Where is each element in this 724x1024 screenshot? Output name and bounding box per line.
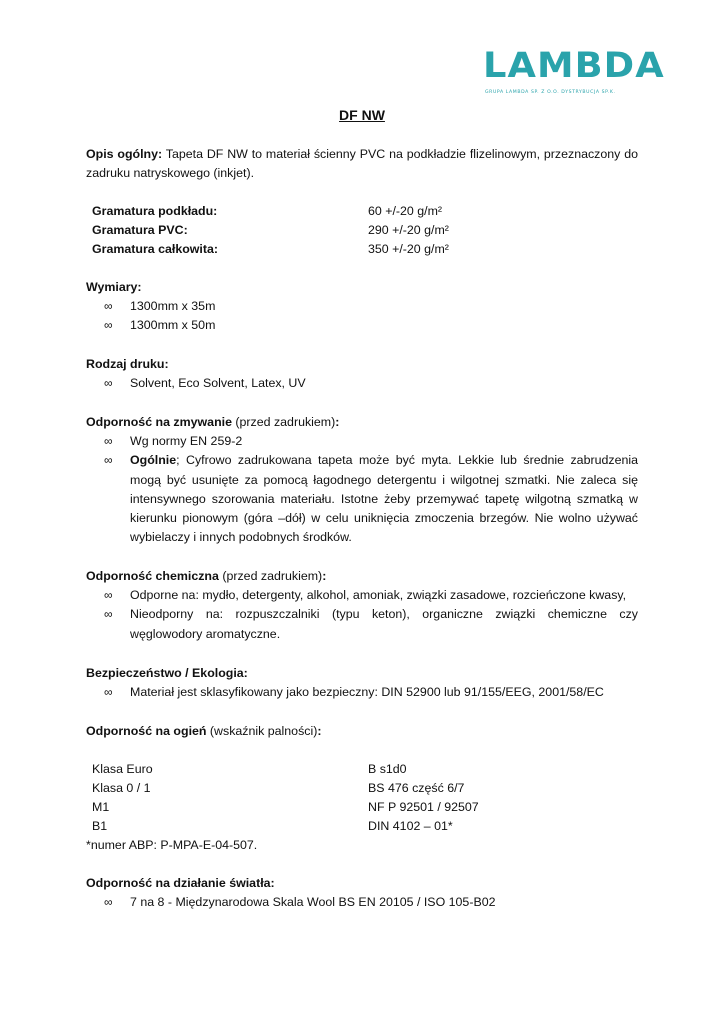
list-item: ∞ Materiał jest sklasyfikowany jako bezpieczny: DIN 52900 lub 91/155/EEG, 2001/58/EC <box>104 683 638 702</box>
description-text: Tapeta DF NW to materiał ścienny PVC na podkładzie flizelinowym, przeznaczony do zadruku natryskowego (inkjet). <box>86 147 638 181</box>
fire-footnote: *numer ABP: P-MPA-E-04-507. <box>86 838 258 852</box>
list-item: ∞ Ogólnie; Cyfrowo zadrukowana tapeta może być myta. Lekkie lub średnie zabrudzenia mogą być usunięte za pomocą łagodnego detergentu i wilgotnej szmatki. Nie zaleca się intensywnego szorowania materiału. Istotne żeby przemywać tapetę wilgotną szmatką w kierunku pionowym (góra –dół) w celu uniknięcia zmoczenia brzegów. Nie wolno używać wybielaczy i innych podobnych środków. <box>104 453 638 545</box>
list-item: ∞ Wg normy EN 259-2 <box>104 432 638 451</box>
spec-value: 290 +/-20 g/m² <box>368 223 449 237</box>
light-list <box>104 893 638 912</box>
spec-row <box>92 202 612 221</box>
fire-heading: Odporność na ogień (wskaźnik palności): <box>86 724 322 738</box>
logo-subtitle: GRUPA LAMBDA SP. Z O.O. DYSTRYBUCJA SP.K. <box>485 90 616 95</box>
spec-row <box>92 221 612 240</box>
infinity-bullet-icon: ∞ <box>104 318 113 333</box>
infinity-bullet-icon: ∞ <box>104 895 113 909</box>
infinity-bullet-icon: ∞ <box>104 299 113 313</box>
spec-value: 60 +/-20 g/m² <box>368 204 443 218</box>
logo-wordmark: LAMBDA <box>483 46 665 86</box>
washing-list <box>104 432 638 548</box>
infinity-bullet-icon: ∞ <box>104 607 113 622</box>
chemical-heading: Odporność chemiczna (przed zadrukiem): <box>86 569 327 583</box>
infinity-bullet-icon: ∞ <box>104 434 113 448</box>
spec-label: Gramatura całkowita: <box>92 242 219 256</box>
infinity-bullet-icon: ∞ <box>104 685 113 699</box>
general-description <box>86 145 638 184</box>
fire-row: Klasa 0 / 1 BS 476 część 6/7 <box>92 781 465 795</box>
washing-heading: Odporność na zmywanie (przed zadrukiem): <box>86 415 340 429</box>
chemical-list <box>104 586 638 644</box>
dimensions-heading: Wymiary: <box>86 280 142 294</box>
spec-label: Gramatura podkładu: <box>92 204 218 218</box>
safety-list <box>104 683 638 702</box>
list-item: ∞ Nieodporny na: rozpuszczalniki (typu keton), organiczne związki chemiczne czy węglowodory aromatyczne. <box>104 607 638 641</box>
infinity-bullet-icon: ∞ <box>104 376 113 390</box>
fire-row: Klasa Euro B s1d0 <box>92 762 407 776</box>
infinity-bullet-icon: ∞ <box>104 453 113 468</box>
safety-heading: Bezpieczeństwo / Ekologia: <box>86 666 248 680</box>
print-type-heading: Rodzaj druku: <box>86 357 169 371</box>
document-title: DF NW <box>339 107 385 123</box>
light-heading: Odporność na działanie światła: <box>86 876 275 890</box>
list-item: ∞ Odporne na: mydło, detergenty, alkohol, amoniak, związki zasadowe, rozcieńczone kwasy, <box>104 586 638 605</box>
description-label: Opis ogólny: <box>86 147 163 161</box>
dimensions-list <box>104 297 638 336</box>
list-item: ∞ 1300mm x 35m <box>104 297 638 316</box>
spec-row <box>92 240 612 259</box>
infinity-bullet-icon: ∞ <box>104 588 113 602</box>
spec-label: Gramatura PVC: <box>92 223 188 237</box>
spec-value: 350 +/-20 g/m² <box>368 242 449 256</box>
company-logo <box>483 46 665 95</box>
list-item: ∞ 7 na 8 - Międzynarodowa Skala Wool BS EN 20105 / ISO 105-B02 <box>104 893 638 912</box>
fire-row: B1 DIN 4102 – 01* <box>92 819 453 833</box>
list-item: ∞ Solvent, Eco Solvent, Latex, UV <box>104 374 638 393</box>
list-item: ∞ 1300mm x 50m <box>104 316 638 335</box>
fire-row: M1 NF P 92501 / 92507 <box>92 800 479 814</box>
print-type-list <box>104 374 638 393</box>
